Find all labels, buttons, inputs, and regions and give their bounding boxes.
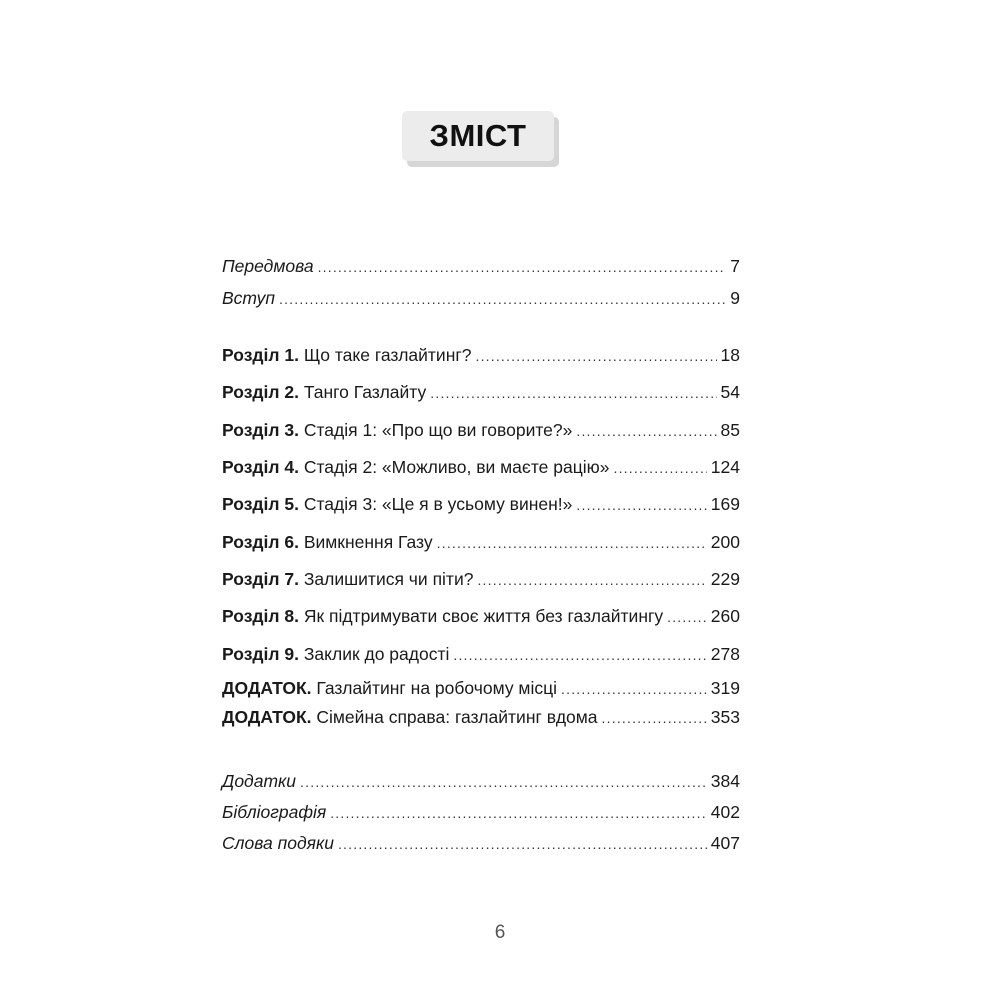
leader-dots [300,770,707,794]
chapter-prefix: Розділ 2. [222,382,299,402]
leader-dots [437,531,707,555]
toc-entry-page: 407 [710,833,740,853]
toc-entry-chapter[interactable] [222,567,740,591]
chapter-title: Стадія 1: «Про що ви говорите?» [303,420,573,440]
toc-entry-label: Слова подяки [222,833,334,853]
chapter-prefix: Розділ 3. [222,420,299,440]
toc-entry-page: 229 [710,569,740,589]
toc-entry-page: 18 [720,345,740,365]
toc-entry-chapter[interactable] [222,380,740,404]
toc-entry-page: 402 [710,802,740,822]
toc-entry-back[interactable] [222,769,740,793]
chapter-title: Залишитися чи піти? [303,569,474,589]
toc-entry-label [222,380,426,404]
chapter-title: Як підтримувати своє життя без газлайтингу [303,606,664,626]
toc-entry-label [222,705,598,729]
leader-dots [561,677,707,701]
toc-entry-front[interactable] [222,286,740,310]
leader-dots [330,801,707,825]
toc-entry-chapter[interactable] [222,492,740,516]
chapter-title: Газлайтинг на робочому місці [316,678,558,698]
toc-entry-label: Додатки [222,771,297,791]
chapter-title: Вимкнення Газу [303,532,433,552]
leader-dots [576,419,716,443]
leader-dots [475,344,716,368]
toc-entry-page: 169 [710,494,740,514]
toc-entry-chapter[interactable] [222,530,740,554]
toc-entry-page: 278 [710,644,740,664]
page-number: 6 [494,922,506,943]
toc-entry-page: 384 [710,771,740,791]
toc-entry-page: 7 [730,256,740,276]
chapter-prefix: Розділ 1. [222,345,299,365]
leader-dots [430,381,716,405]
chapter-prefix: ДОДАТОК. [222,678,312,698]
toc-entry-page: 85 [720,420,740,440]
toc-entry-chapter[interactable] [222,604,740,628]
toc-entry-appendix[interactable] [222,705,740,729]
leader-dots [338,832,707,856]
toc-entry-chapter[interactable] [222,418,740,442]
toc-entry-page: 319 [710,678,740,698]
leader-dots [453,643,706,667]
toc-entry-label [222,604,663,628]
toc-entry-front[interactable] [222,254,740,278]
leader-dots [477,568,706,592]
toc-entry-page: 9 [730,288,740,308]
toc-entry-label: Передмова [222,256,314,276]
toc-entry-label: Бібліографія [222,802,327,822]
toc-entry-page: 353 [710,707,740,727]
toc-entry-page: 260 [710,606,740,626]
toc-entry-page: 200 [710,532,740,552]
toc-entry-label [222,418,572,442]
toc-title-box [402,111,554,161]
toc-entry-label [222,642,449,666]
toc-entry-appendix[interactable] [222,676,740,700]
toc-entry-page: 54 [720,382,740,402]
toc-entry-label [222,343,471,367]
toc-entry-label [222,567,473,591]
chapter-prefix: Розділ 9. [222,644,299,664]
toc-entry-label: Вступ [222,288,275,308]
toc-entry-label [222,676,557,700]
toc-entry-label [222,492,572,516]
leader-dots [318,255,727,279]
leader-dots [576,493,706,517]
chapter-title: Стадія 2: «Можливо, ви маєте рацію» [303,457,610,477]
toc-entry-back[interactable] [222,800,740,824]
leader-dots [613,456,706,480]
chapter-title: Що таке газлайтинг? [303,345,472,365]
leader-dots [279,287,726,311]
chapter-title: Заклик до радості [303,644,450,664]
toc-entry-chapter[interactable] [222,642,740,666]
chapter-title: Танго Газлайту [303,382,427,402]
toc-entry-chapter[interactable] [222,455,740,479]
chapter-prefix: Розділ 6. [222,532,299,552]
chapter-title: Сімейна справа: газлайтинг вдома [316,707,598,727]
toc-entry-back[interactable] [222,831,740,855]
toc-title: ЗМІСТ [429,118,527,153]
leader-dots [667,605,707,629]
chapter-prefix: Розділ 4. [222,457,299,477]
chapter-prefix: Розділ 5. [222,494,299,514]
toc-entry-chapter[interactable] [222,343,740,367]
chapter-prefix: Розділ 8. [222,606,299,626]
chapter-title: Стадія 3: «Це я в усьому винен!» [303,494,573,514]
chapter-prefix: Розділ 7. [222,569,299,589]
toc-entry-label [222,530,433,554]
chapter-prefix: ДОДАТОК. [222,707,312,727]
toc-entry-label [222,455,609,479]
toc-entry-page: 124 [710,457,740,477]
leader-dots [602,706,707,730]
